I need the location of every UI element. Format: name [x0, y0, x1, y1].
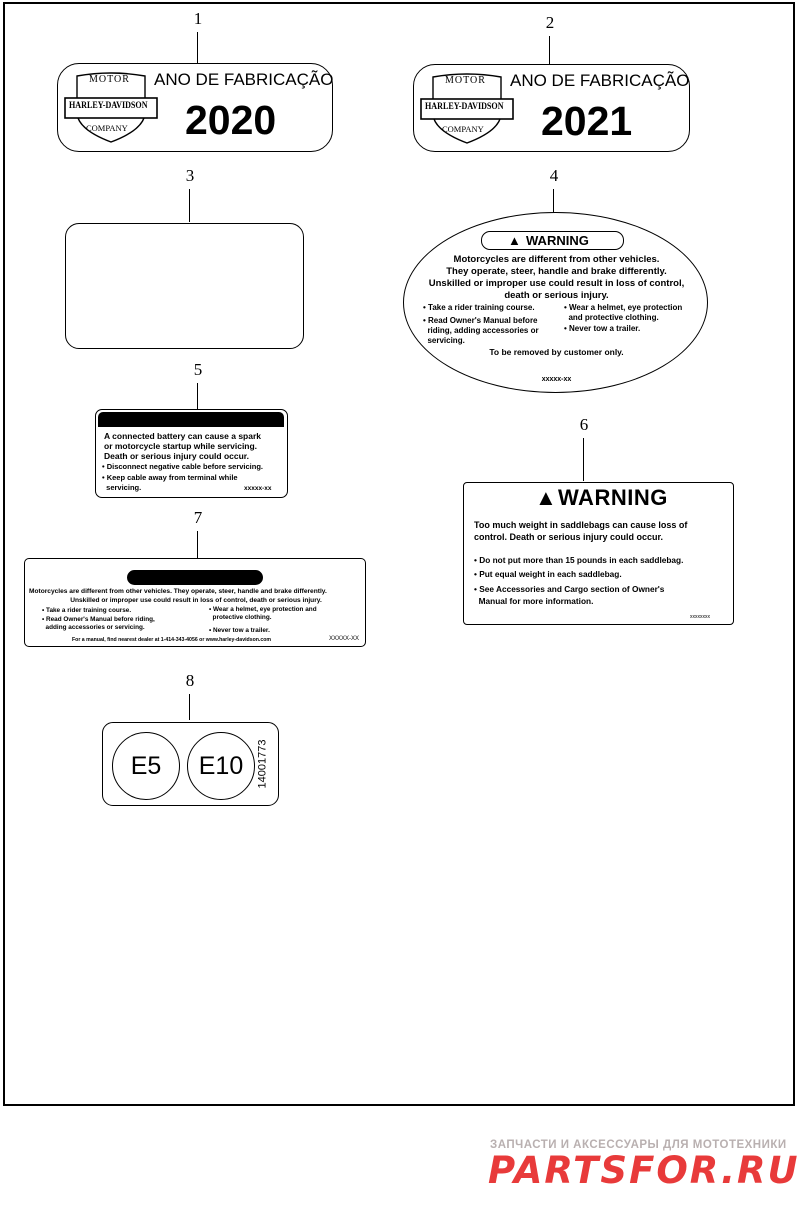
callout-4: 4: [549, 166, 559, 185]
bullet-left-4: servicing.: [423, 336, 465, 345]
battery-bullet-2: • Keep cable away from terminal while: [102, 473, 238, 482]
callout-7: 7: [193, 508, 203, 527]
warning-title: WARNING: [558, 485, 668, 510]
bullet-right-2: and protective clothing.: [564, 313, 659, 322]
footer-brand-logo: PARTSFOR.RU: [488, 1149, 800, 1192]
warning-line-2: They operate, steer, handle and brake differently.: [446, 266, 667, 277]
battery-bullet-1: • Disconnect negative cable before servicing.: [102, 462, 264, 471]
leader-line-7: [197, 531, 198, 558]
leader-line-8: [189, 694, 190, 720]
logo-brand-text: HARLEY-DAVIDSON: [425, 102, 504, 112]
strip-bullet-left-3: adding accessories or servicing.: [42, 624, 145, 631]
bullet-left-2: • Read Owner's Manual before: [423, 316, 538, 325]
black-header-bar: [98, 412, 284, 427]
saddlebag-bullet-2: • Put equal weight in each saddlebag.: [474, 569, 622, 579]
logo-motor-text: MOTOR: [445, 75, 486, 86]
year-label-heading: ANO DE FABRICAÇÃO: [154, 70, 334, 89]
logo-company-text: COMPANY: [442, 124, 484, 134]
strip-bullet-left-2: • Read Owner's Manual before riding,: [42, 616, 155, 623]
strip-line-1: Motorcycles are different from other vehicles. They operate, steer, handle and brake differently.: [29, 588, 327, 595]
saddlebag-bullet-3: • See Accessories and Cargo section of Owner's: [474, 584, 665, 594]
callout-2: 2: [545, 13, 555, 32]
part-code: xxxxx-xx: [541, 376, 572, 383]
warning-title: WARNING: [526, 233, 589, 248]
part-code: XXXXX-XX: [329, 636, 360, 642]
saddlebag-bullet-3-cont: Manual for more information.: [474, 596, 594, 606]
removal-note: To be removed by customer only.: [489, 347, 624, 357]
callout-8: 8: [185, 671, 195, 690]
callout-5: 5: [193, 360, 203, 379]
part-code: xxxxx-xx: [244, 485, 272, 492]
strip-bullet-right-2: protective clothing.: [209, 614, 272, 621]
callout-6: 6: [579, 415, 589, 434]
callout-3: 3: [185, 166, 195, 185]
black-header-bar: [127, 570, 263, 585]
leader-line-1: [197, 32, 198, 66]
year-value: 2021: [541, 98, 633, 144]
saddlebag-bullet-1: • Do not put more than 15 pounds in each saddlebag.: [474, 555, 684, 565]
leader-line-5: [197, 383, 198, 409]
year-label-2020: [57, 63, 333, 152]
warning-line-1: Motorcycles are different from other vehicles.: [453, 254, 660, 265]
leader-line-4: [553, 189, 554, 212]
part-code: 14001773: [256, 739, 269, 789]
saddlebag-warning-label: [463, 482, 734, 625]
warning-icon: ▲: [535, 485, 557, 510]
warning-icon: ▲: [508, 233, 521, 248]
footer-tagline: ЗАПЧАСТИ И АКСЕССУАРЫ ДЛЯ МОТОТЕХНИКИ: [490, 1139, 787, 1151]
bullet-right-1: • Wear a helmet, eye protection: [564, 303, 683, 312]
warning-line-3: Unskilled or improper use could result in loss of control,: [428, 278, 685, 289]
warning-line-4: death or serious injury.: [504, 290, 609, 301]
saddlebag-line-2: control. Death or serious injury could occur.: [474, 532, 664, 542]
year-label-2021: [413, 64, 690, 152]
saddlebag-line-1: Too much weight in saddlebags can cause loss of: [474, 520, 688, 530]
logo-brand-text: HARLEY-DAVIDSON: [69, 101, 148, 111]
strip-bullet-right-3: • Never tow a trailer.: [209, 627, 270, 634]
leader-line-6: [583, 438, 584, 481]
callout-1: 1: [193, 9, 203, 28]
strip-line-2: Unskilled or improper use could result in loss of control, death or serious injury.: [70, 597, 322, 604]
leader-line-2: [549, 36, 550, 67]
bullet-left-1: • Take a rider training course.: [423, 303, 535, 312]
battery-line-1: A connected battery can cause a spark: [104, 431, 262, 441]
fuel-compatibility-label: [102, 722, 279, 806]
year-label-heading: ANO DE FABRICAÇÃO: [510, 71, 690, 90]
part-code: xxxxxxxx: [690, 614, 710, 620]
blank-label: [65, 223, 304, 349]
strip-bullet-left-1: • Take a rider training course.: [42, 607, 132, 614]
logo-company-text: COMPANY: [86, 123, 128, 133]
oval-warning-label: [403, 212, 708, 393]
e5-text: E5: [130, 752, 162, 780]
battery-line-2: or motorcycle startup while servicing.: [104, 441, 258, 451]
strip-footer-text: For a manual, find nearest dealer at 1-414-343-4056 or www.harley-davidson.com: [72, 637, 272, 643]
strip-warning-label: [24, 558, 366, 647]
e10-text: E10: [198, 752, 244, 780]
logo-motor-text: MOTOR: [89, 74, 130, 85]
strip-bullet-right-1: • Wear a helmet, eye protection and: [209, 606, 317, 613]
battery-line-3: Death or serious injury could occur.: [104, 451, 250, 461]
battery-warning-label: [95, 409, 288, 498]
year-value: 2020: [185, 97, 277, 143]
bullet-right-3: • Never tow a trailer.: [564, 324, 641, 333]
bullet-left-3: riding, adding accessories or: [423, 326, 539, 335]
battery-bullet-2-cont: servicing.: [102, 483, 142, 492]
leader-line-3: [189, 189, 190, 222]
